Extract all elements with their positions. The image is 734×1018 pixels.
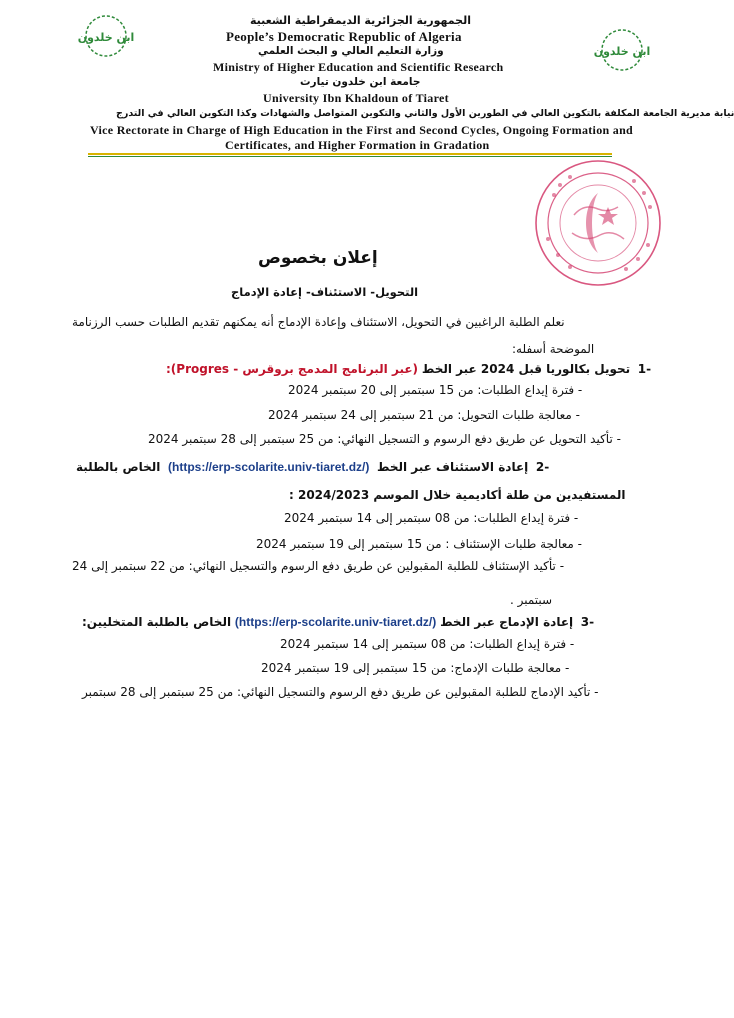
logo-lettering: ابن خلدون (77, 31, 135, 44)
section-2-title-tail: الخاص بالطلبة (76, 460, 161, 474)
official-seal-stamp (530, 155, 666, 291)
section-3-title-tail: الخاص بالطلبة المتخليين: (82, 615, 232, 629)
section-3-item-1: - فترة إيداع الطلبات: من 08 سبتمبر إلى 14 سبتمبر 2024 (280, 637, 575, 651)
section-2-number: -2 (535, 460, 550, 474)
section-1-title: تحويل بكالوريا قبل 2024 عبر الخط (421, 362, 631, 376)
university-logo-left (77, 14, 135, 58)
section-1-item-3: - تأكيد التحويل عن طريق دفع الرسوم و التسجيل النهائي: من 25 سبتمبر إلى 28 سبتمبر 2024 (148, 432, 621, 446)
header-en-ministry: Ministry of Higher Education and Scientific Research (213, 60, 504, 74)
section-2-title: إعادة الاستئناف عبر الخط (377, 460, 529, 474)
announcement-title: إعلان بخصوص (258, 248, 378, 268)
header-en-vice-rectorate-2: Certificates, and Higher Formation in Gradation (225, 138, 490, 152)
section-3-link[interactable]: (https://erp-scolarite.univ-tiaret.dz/) (234, 615, 437, 629)
logo-lettering: ابن خلدون (593, 45, 651, 58)
header-ar-ministry: وزارة التعليم العالي و البحث العلمي (258, 45, 444, 57)
section-3-title: إعادة الإدماج عبر الخط (440, 615, 574, 629)
section-3-item-2: - معالجة طلبات الإدماج: من 15 سبتمبر إلى 19 سبتمبر 2024 (261, 661, 570, 675)
section-2-item-3: - تأكيد الإستئناف للطلبة المقبولين عن طريق دفع الرسوم والتسجيل النهائي: من 22 سبتمبر إلى 24 (72, 559, 565, 573)
section-2-heading-line-2: المستفيدين من طلة أكاديمية خلال الموسم 2024/2023 : (289, 488, 626, 502)
university-logo-right (593, 28, 651, 72)
header-en-republic: People’s Democratic Republic of Algeria (226, 29, 462, 44)
section-2-item-4: سبتمبر . (510, 593, 553, 607)
section-1-heading (166, 362, 651, 376)
section-3-heading (82, 615, 594, 629)
section-2-item-2: - معالجة طلبات الإستئناف : من 15 سبتمبر إلى 19 سبتمبر 2024 (256, 537, 582, 551)
section-1-highlight: (عبر البرنامج المدمج بروقرس - Progres): (166, 362, 419, 376)
section-3-number: -3 (580, 615, 595, 629)
section-2-link[interactable]: (https://erp-scolarite.univ-tiaret.dz/) (168, 460, 370, 474)
header-en-vice-rectorate-1: Vice Rectorate in Charge of High Education in the First and Second Cycles, Ongoing Formation and (90, 123, 634, 137)
header-ar-republic: الجمهورية الجزائرية الديمقراطية الشعبية (250, 14, 471, 27)
header-ar-vice-rectorate: نيابة مديرية الجامعة المكلفة بالتكوين العالي في الطورين الأول والثاني والتكوين المتواصل والشهادات وكذا التكوين العالي في التدرج (116, 108, 734, 119)
section-1-item-1: - فترة إيداع الطلبات: من 15 سبتمبر إلى 20 سبتمبر 2024 (288, 383, 583, 397)
header-en-university: University Ibn Khaldoun of Tiaret (263, 91, 449, 105)
section-1-number: -1 (637, 362, 652, 376)
section-2-heading (76, 460, 549, 474)
section-2-item-1: - فترة إيداع الطلبات: من 08 سبتمبر إلى 14 سبتمبر 2024 (284, 511, 579, 525)
intro-line-2: الموضحة أسفله: (512, 342, 595, 356)
announcement-subtitle: التحويل- الاستئناف- إعادة الإدماج (231, 285, 419, 299)
section-1-item-2: - معالجة طلبات التحويل: من 21 سبتمبر إلى 24 سبتمبر 2024 (268, 408, 580, 422)
section-3-item-3: - تأكيد الإدماج للطلبة المقبولين عن طريق دفع الرسوم والتسجيل النهائي: من 25 سبتمبر إلى 28 سبتمبر (82, 685, 599, 699)
intro-line-1: نعلم الطلبة الراغبين في التحويل، الاستئناف وإعادة الإدماج أنه يمكنهم تقديم الطلبات حسب الرزنامة (72, 315, 565, 329)
header-ar-university: جامعة ابن خلدون تيارت (300, 76, 421, 88)
